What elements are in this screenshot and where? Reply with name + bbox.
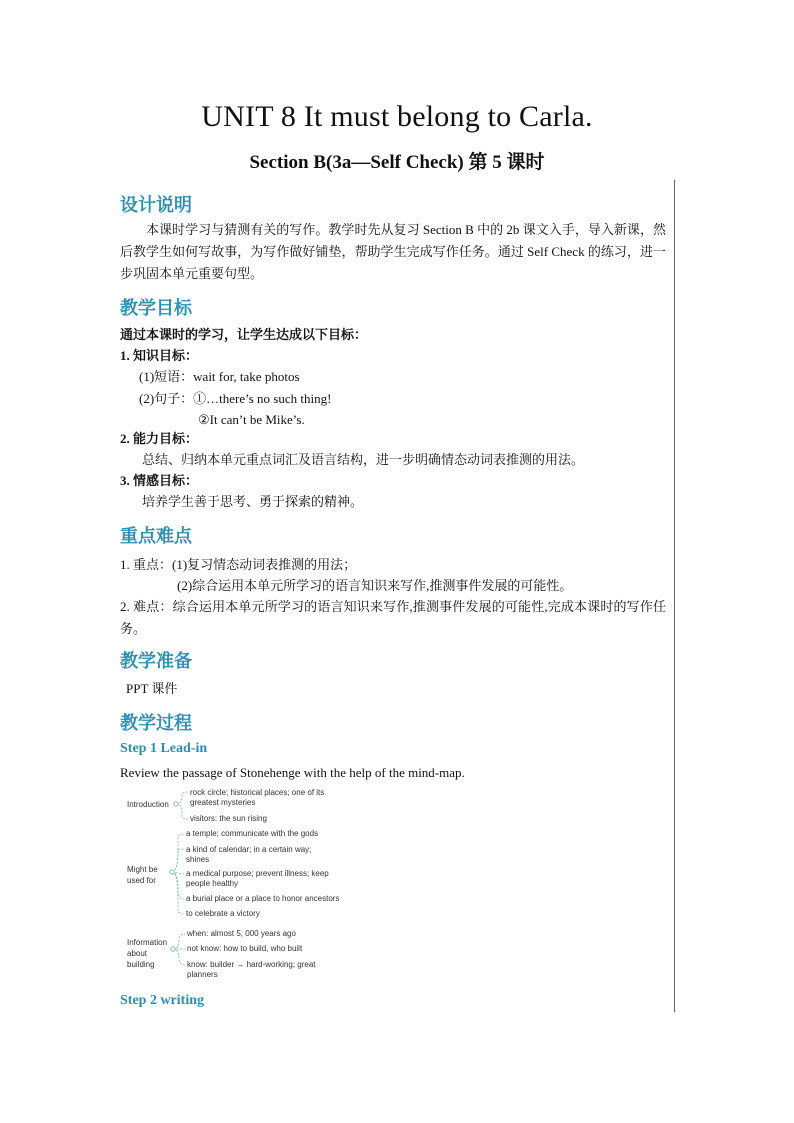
sentences-line-1: (2)句子：①…there’s no such thing!: [139, 391, 332, 406]
sentences-line-2: ②It can’t be Mike’s.: [198, 412, 305, 427]
phrases-line: (1)短语：wait for, take photos: [139, 369, 300, 384]
step1-text: Review the passage of Stonehenge with the help of the mind-map.: [120, 765, 465, 780]
mind-map-might-be-used-label: Might be used for: [127, 865, 158, 885]
key-point-1a: 1. 重点：(1)复习情态动词表推测的用法；: [120, 557, 357, 572]
mind-map-item: a burial place or a place to honor ancestors: [186, 894, 340, 903]
key-points-heading: 重点难点: [120, 526, 192, 547]
page-title: UNIT 8 It must belong to Carla.: [201, 100, 593, 133]
mind-map-information-label: Information about building: [127, 938, 168, 969]
goals-heading: 教学目标: [120, 298, 192, 319]
mind-map-item: a medical purpose; prevent illness; keep people healthy: [186, 869, 329, 888]
mind-map-item: know: builder → hard-working; great planners: [187, 960, 316, 979]
knowledge-title: 1. 知识目标：: [120, 348, 199, 363]
step1-title: Step 1 Lead-in: [120, 741, 208, 756]
key-point-1b: (2)综合运用本单元所学习的语言知识来写作,推测事件发展的可能性。: [177, 578, 573, 593]
ability-text: 总结、归纳本单元重点词汇及语言结构，进一步明确情态动词表推测的用法。: [142, 452, 585, 467]
emotion-title: 3. 情感目标：: [120, 473, 199, 488]
key-point-2: 2. 难点：综合运用本单元所学习的语言知识来写作,推测事件发展的可能性,完成本课时的写作任务。: [120, 599, 666, 636]
mind-map-item: visitors: the sun rising: [190, 814, 267, 823]
mind-map-item: a temple; communicate with the gods: [186, 829, 319, 838]
mind-map-item: a kind of calendar; in a certain way; shines: [186, 845, 312, 864]
preparation-text: PPT 课件: [126, 681, 178, 696]
page-subtitle: Section B(3a—Self Check) 第 5 课时: [249, 152, 545, 173]
mind-map-item: not know: how to build, who built: [187, 944, 303, 953]
process-heading: 教学过程: [120, 713, 192, 734]
design-text: 本课时学习与猜测有关的写作。教学时先从复习 Section B 中的 2b 课文入手，导入新课，然后教学生如何写故事，为写作做好铺垫，帮助学生完成写作任务。通过 Self Check 的练习，进一步巩固本单元重要句型。: [120, 222, 666, 281]
mind-map-item: to celebrate a victory: [186, 909, 260, 918]
step2-title: Step 2 writing: [120, 993, 204, 1008]
mind-map-introduction-label: Introduction: [127, 800, 169, 809]
ability-title: 2. 能力目标：: [120, 431, 199, 446]
mind-map-item: when: almost 5, 000 years ago: [187, 929, 296, 938]
emotion-text: 培养学生善于思考、勇于探索的精神。: [142, 494, 364, 509]
design-heading: 设计说明: [120, 195, 192, 216]
goals-intro: 通过本课时的学习，让学生达成以下目标：: [120, 327, 368, 342]
mind-map-item: rock circle; historical places; one of its greatest mysteries: [190, 788, 325, 807]
preparation-heading: 教学准备: [120, 651, 192, 672]
